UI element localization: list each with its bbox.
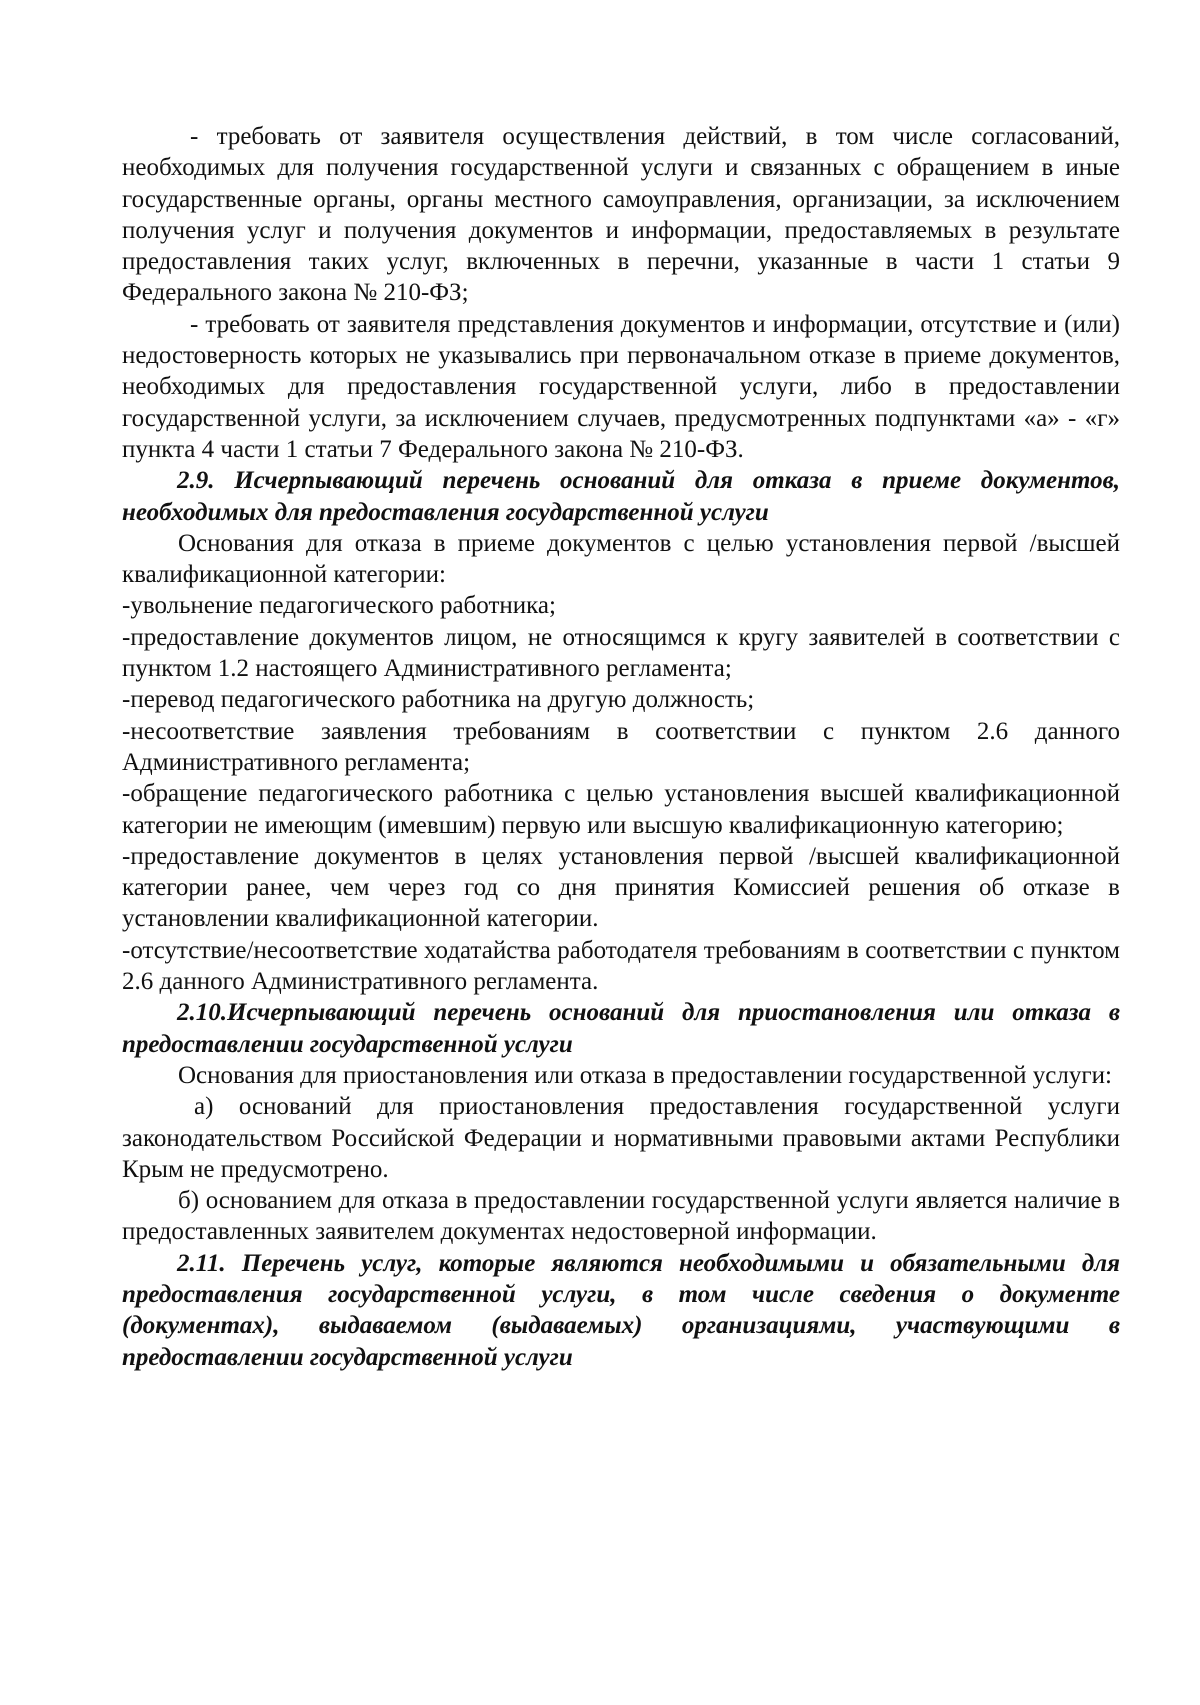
paragraph-refusal-grounds-intro: Основания для отказа в приеме документов с целью установления первой /высшей квалификационной категории: xyxy=(122,529,1120,589)
list-item-no-category: -обращение педагогического работника с целью установления высшей квалификационной категории не имеющим (имевшим) первую или высшую квалификационную категорию; xyxy=(122,780,1120,839)
list-item-dismissal: -увольнение педагогического работника; xyxy=(122,592,556,620)
section-heading-2-10: 2.10.Исчерпывающий перечень оснований для приостановления или отказа в предоставлении государственной услуги xyxy=(122,999,1120,1058)
list-item-petition-mismatch: -отсутствие/несоответствие ходатайства работодателя требованиям в соответствии с пунктом 2.6 данного Административного регламента. xyxy=(122,936,1120,996)
paragraph-requirement-actions: - требовать от заявителя осуществления действий, в том числе согласований, необходимых для получения государственной услуги и связанных с обращением в иные государственные органы, органы местного самоуправления, организации, за исключением получения услуг и получения документов и информации, предоставляемых в результате предоставления таких услуг, включенных в перечни, указанные в части 1 статьи 9 Федерального закона № 210-ФЗ; xyxy=(122,123,1120,307)
list-item-application-mismatch: -несоответствие заявления требованиям в соответствии с пунктом 2.6 данного Административного регламента; xyxy=(122,717,1120,776)
section-heading-2-11: 2.11. Перечень услуг, которые являются необходимыми и обязательными для предоставления государственной услуги, в том числе сведения о документе (документах), выдаваемом (выдаваемых) организациями, участвующими в предоставлении государственной услуги xyxy=(122,1249,1120,1371)
list-item-early-submission: -предоставление документов в целях установления первой /высшей квалификационной категории ранее, чем через год со дня принятия Комиссией решения об отказе в установлении квалификационной категории. xyxy=(122,842,1120,933)
section-heading-2-9: 2.9. Исчерпывающий перечень оснований для отказа в приеме документов, необходимых для предоставления государственной услуги xyxy=(122,467,1120,526)
paragraph-suspension-grounds-intro: Основания для приостановления или отказа в предоставлении государственной услуги: xyxy=(178,1061,1112,1089)
list-item-non-applicant: -предоставление документов лицом, не относящимся к кругу заявителей в соответствии с пунктом 1.2 настоящего Административного регламента; xyxy=(122,623,1120,683)
paragraph-requirement-documents: - требовать от заявителя представления документов и информации, отсутствие и (или) недостоверность которых не указывались при первоначальном отказе в приеме документов, необходимых для предоставления государственной услуги, либо в предоставлении государственной услуги, за исключением случаев, предусмотренных подпунктами «а» - «г» пункта 4 части 1 статьи 7 Федерального закона № 210-ФЗ. xyxy=(122,310,1120,463)
list-item-transfer: -перевод педагогического работника на другую должность; xyxy=(122,686,755,714)
paragraph-refusal-basis: б) основанием для отказа в предоставлении государственной услуги является наличие в предоставленных заявителем документах недостоверной информации. xyxy=(122,1187,1120,1246)
paragraph-suspension-none: а) оснований для приостановления предоставления государственной услуги законодательством Российской Федерации и нормативными правовыми актами Республики Крым не предусмотрено. xyxy=(122,1093,1120,1183)
